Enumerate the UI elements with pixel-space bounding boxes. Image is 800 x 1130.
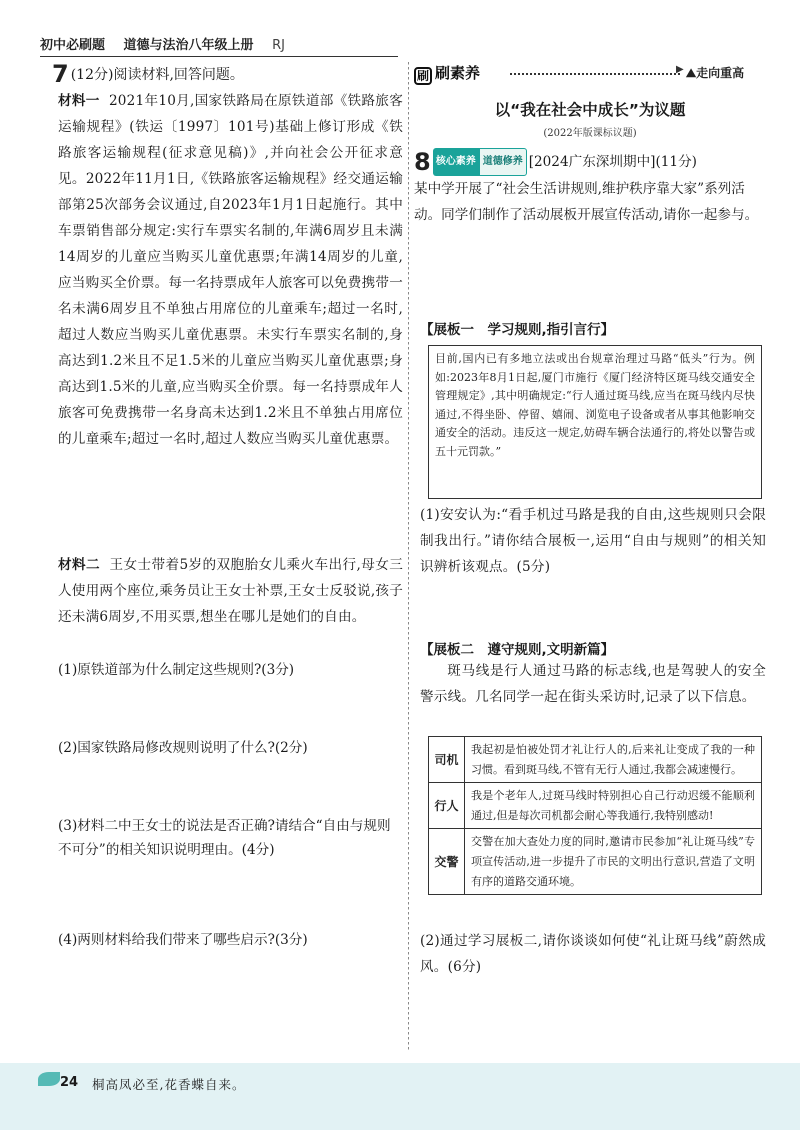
running-header xyxy=(40,34,760,56)
q8-source: [2024广东深圳期中](11分) xyxy=(528,154,697,170)
dotted-rule xyxy=(510,73,680,75)
table-row xyxy=(429,829,762,895)
brush-icon: 刷 xyxy=(414,67,432,85)
role-cell: 行人 xyxy=(429,783,465,829)
footer-motto: 桐高凤必至,花香蝶自来。 xyxy=(92,1077,246,1092)
material-1 xyxy=(58,88,403,452)
series-title: 初中必刷题 xyxy=(40,38,106,53)
core-literacy-tag: 核心素养 xyxy=(433,148,479,176)
header-rule xyxy=(40,56,398,57)
material-2-text: 王女士带着5岁的双胞胎女儿乘火车出行,母女三人使用两个座位,乘务员让王女士补票,王女士反驳说,孩子还未满6周岁,不用买票,想坐在哪儿是她们的自由。 xyxy=(58,557,403,625)
section-right-label: ⛰走向重高 xyxy=(686,66,745,80)
column-divider xyxy=(408,62,409,1052)
edition-label: RJ xyxy=(272,38,285,53)
q8-sub-1: (1)安安认为:“看手机过马路是我的自由,这些规则只会限制我出行。”请你结合展板一,运用“自由与规则”的相关知识辨析该观点。(5分) xyxy=(420,507,766,575)
material-1-text: 2021年10月,国家铁路局在原铁道部《铁路旅客运输规程》(铁运〔1997〕101号)基础上修订形成《铁路旅客运输规程(征求意见稿)》,并向社会公开征求意见。2022年11月1日,《铁路旅客运输规程》经交通运输部第25次部务会议通过,自2023年1月1日起施行。其中车票销售部分规定:实行车票实名制的,年满6周岁且未满14周岁的儿童应当购买儿童优惠票;年满14周岁的儿童,应当购买全价票。每一名持票成年人旅客可以免费携带一名未满6周岁且不单独占用席位的儿童乘车;超过一名时,超过人数应当购买儿童优惠票。未实行车票实名制的,身高达到1.2米且不足1.5米的儿童应当购买儿童优惠票;身高达到1.5米的儿童,应当购买全价票。每一名持票成年人旅客可免费携带一名身高未达到1.2米且不单独占用席位的儿童乘车;超过一名时,超过人数应当购买儿童优惠票。 xyxy=(58,93,404,447)
table-row xyxy=(429,783,762,829)
section-badge xyxy=(414,62,510,84)
moral-tag: 道德修养 xyxy=(479,148,527,176)
theme-subtitle: (2022年版课标议题) xyxy=(543,128,637,139)
q8-number: 8 xyxy=(414,148,431,176)
subject-title: 道德与法治八年级上册 xyxy=(123,38,254,53)
board-2-intro: 斑马线是行人通过马路的标志线,也是驾驶人的安全警示线。几名同学一起在街头采访时,记录了以下信息。 xyxy=(420,663,766,705)
q8-sub-2: (2)通过学习展板二,请你谈谈如何使“礼让斑马线”蔚然成风。(6分) xyxy=(420,933,766,975)
interview-text: 我起初是怕被处罚才礼让行人的,后来礼让变成了我的一种习惯。看到斑马线,不管有无行人通过,我都会减速慢行。 xyxy=(465,737,762,783)
material-1-title: 材料一 xyxy=(58,93,100,109)
role-cell: 交警 xyxy=(429,829,465,895)
q7-sub-3: (3)材料二中王女士的说法是否正确?请结合“自由与规则不可分”的相关知识说明理由。(4分) xyxy=(58,818,391,858)
table-row xyxy=(429,737,762,783)
arrow-right-icon: ▶ xyxy=(676,64,684,75)
mountain-icon: ⛰ xyxy=(686,66,697,80)
interview-table xyxy=(428,736,762,895)
board-1-title: 【展板一 学习规则,指引言行】 xyxy=(420,322,615,338)
q7-prompt: (12分)阅读材料,回答问题。 xyxy=(70,67,244,83)
interview-text: 我是个老年人,过斑马线时特别担心自己行动迟缓不能顺利通过,但是每次司机都会耐心等我通行,我特别感动! xyxy=(465,783,762,829)
leaf-icon xyxy=(38,1072,60,1086)
material-2-title: 材料二 xyxy=(58,557,100,573)
q7-number: 7 xyxy=(52,60,69,88)
q8-stem xyxy=(414,148,766,228)
section-badge-label: 刷素养 xyxy=(435,64,481,82)
q7-sub-1: (1)原铁道部为什么制定这些规则?(3分) xyxy=(58,662,295,678)
interview-text: 交警在加大查处力度的同时,邀请市民参加“礼让斑马线”专项宣传活动,进一步提升了市民的文明出行意识,营造了文明有序的道路交通环境。 xyxy=(465,829,762,895)
q7-sub-2: (2)国家铁路局修改规则说明了什么?(2分) xyxy=(58,740,308,756)
board-1-box: 目前,国内已有多地立法或出台规章治理过马路“低头”行为。例如:2023年8月1日起,厦门市施行《厦门经济特区斑马线交通安全管理规定》,其中明确规定:“行人通过斑马线,应当在斑马线内尽快通过,不得坐卧、停留、嬉闹、浏览电子设备或者从事其他影响交通安全的活动。违反这一规定,妨碍车辆合法通行的,将处以警告或五十元罚款。” xyxy=(428,345,762,499)
footer-band xyxy=(0,1063,800,1130)
theme-title: 以“我在社会中成长”为议题 xyxy=(494,101,686,119)
material-2 xyxy=(58,552,403,630)
board-2-title: 【展板二 遵守规则,文明新篇】 xyxy=(420,642,615,658)
page-number: 24 xyxy=(60,1075,79,1090)
q7-heading xyxy=(52,60,244,88)
q7-sub-4: (4)两则材料给我们带来了哪些启示?(3分) xyxy=(58,932,308,948)
role-cell: 司机 xyxy=(429,737,465,783)
q8-intro: 某中学开展了“社会生活讲规则,维护秩序靠大家”系列活动。同学们制作了活动展板开展宣传活动,请你一起参与。 xyxy=(414,181,759,223)
